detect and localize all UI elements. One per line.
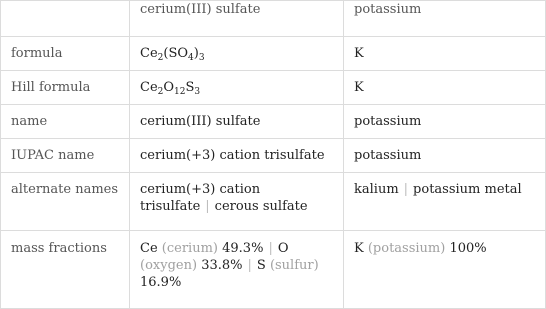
element-name: (potassium) xyxy=(367,241,446,256)
separator: | xyxy=(205,199,210,214)
formula-subscript: 12 xyxy=(174,87,186,97)
header-corner xyxy=(1,1,130,37)
separator: | xyxy=(268,241,273,256)
alternate-names-potassium xyxy=(344,173,546,231)
name-potassium: potassium xyxy=(344,105,546,139)
alternate-names-cerium-sulfate xyxy=(130,173,344,231)
formula-cerium-sulfate xyxy=(130,37,344,71)
mass-fractions-potassium xyxy=(344,231,546,309)
mass-fraction-value: 49.3% xyxy=(222,241,264,256)
separator: | xyxy=(247,258,252,273)
element-symbol: S xyxy=(256,258,266,273)
row-label-alternate-names: alternate names xyxy=(1,173,130,231)
iupac-name-cerium-sulfate: cerium(+3) cation trisulfate xyxy=(130,139,344,173)
mass-fraction-value: 100% xyxy=(449,241,487,256)
hill-formula-potassium: K xyxy=(344,71,546,105)
column-header-potassium: potassium xyxy=(344,1,546,37)
row-label-name: name xyxy=(1,105,130,139)
formula-potassium: K xyxy=(344,37,546,71)
mass-fraction-value: 16.9% xyxy=(140,275,182,290)
element-symbol: O xyxy=(277,241,289,256)
formula-part: ) xyxy=(193,46,199,61)
table-row-alternate-names xyxy=(1,173,546,231)
row-label-iupac-name: IUPAC name xyxy=(1,139,130,173)
formula-subscript: 2 xyxy=(157,53,164,63)
element-symbol: Ce xyxy=(140,241,158,256)
mass-fractions-cerium-sulfate xyxy=(130,231,344,309)
separator: | xyxy=(403,182,409,197)
alternate-name: kalium xyxy=(354,182,399,197)
table-row-hill-formula xyxy=(1,71,546,105)
formula-part: Ce xyxy=(140,46,158,61)
iupac-name-potassium: potassium xyxy=(344,139,546,173)
alternate-name: cerous sulfate xyxy=(214,199,308,214)
row-label-mass-fractions: mass fractions xyxy=(1,231,130,309)
hill-formula-cerium-sulfate xyxy=(130,71,344,105)
formula-part: O xyxy=(163,80,175,95)
element-name: (sulfur) xyxy=(269,258,319,273)
column-header-cerium-sulfate: cerium(III) sulfate xyxy=(130,1,344,37)
mass-fraction-value: 33.8% xyxy=(201,258,243,273)
element-name: (cerium) xyxy=(161,241,218,256)
table-row-mass-fractions xyxy=(1,231,546,309)
alternate-name: potassium metal xyxy=(413,182,522,197)
header-row xyxy=(1,1,546,37)
formula-part: Ce xyxy=(140,80,158,95)
table-row-name xyxy=(1,105,546,139)
formula-subscript: 4 xyxy=(188,53,194,63)
table-row-formula xyxy=(1,37,546,71)
table-row-iupac-name xyxy=(1,139,546,173)
formula-subscript: 3 xyxy=(194,87,201,97)
element-name: (oxygen) xyxy=(140,258,198,273)
formula-subscript: 3 xyxy=(198,53,205,63)
alternate-name: cerium(+3) cation trisulfate xyxy=(140,182,261,214)
name-cerium-sulfate: cerium(III) sulfate xyxy=(130,105,344,139)
formula-part: (SO xyxy=(163,46,189,61)
formula-part: S xyxy=(185,80,195,95)
formula-subscript: 2 xyxy=(157,87,164,97)
row-label-formula: formula xyxy=(1,37,130,71)
row-label-hill-formula: Hill formula xyxy=(1,71,130,105)
element-symbol: K xyxy=(354,241,364,256)
